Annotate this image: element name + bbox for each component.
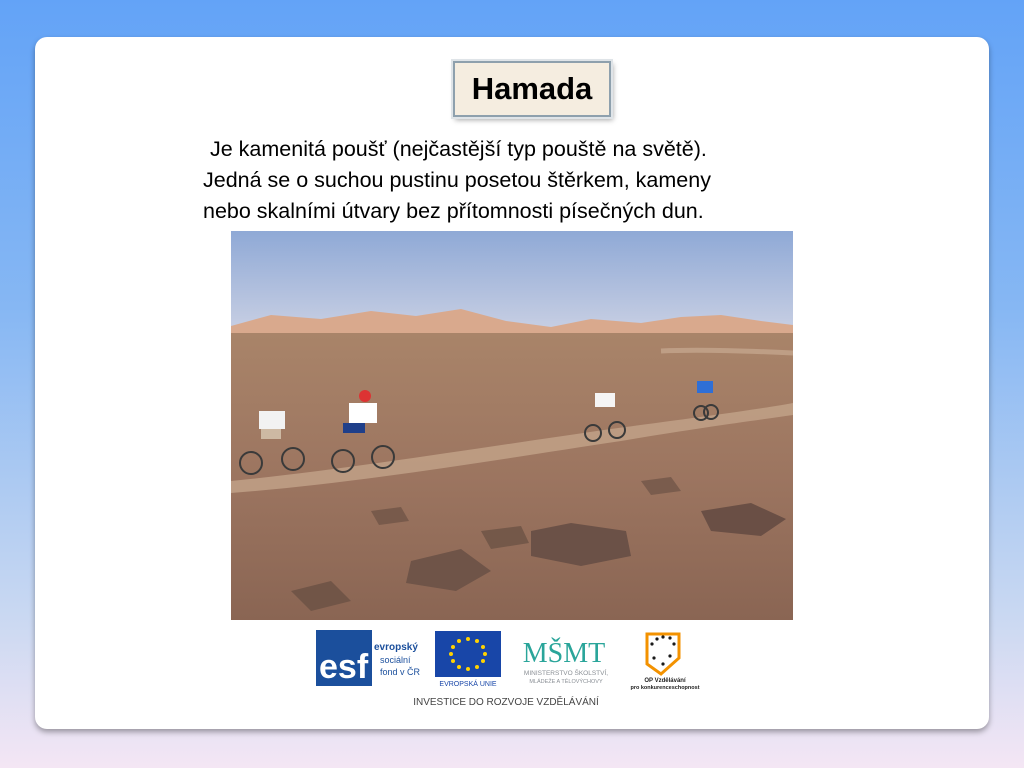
op-logo [630, 634, 699, 691]
description-line-3: nebo skalními útvary bez přítomnosti písečných dun. [203, 199, 704, 223]
eu-label: EVROPSKÁ UNIE [439, 681, 497, 688]
title-box [453, 61, 611, 117]
funding-logos [314, 628, 706, 710]
esf-mark: esf [319, 648, 369, 686]
description-line-2: Jedná se o suchou pustinu posetou štěrkem, kameny [203, 168, 711, 192]
op-line-1: OP Vzdělávání [644, 678, 686, 684]
msmt-logo [523, 638, 609, 685]
description-text [196, 134, 836, 227]
msmt-mark: MŠMT [522, 638, 606, 669]
far-track [661, 350, 793, 353]
op-dots-icon [650, 635, 675, 665]
esf-line-1: evropský [374, 642, 418, 653]
slide-title: Hamada [471, 71, 593, 106]
op-line-2: pro konkurenceschopnost [630, 685, 700, 691]
eu-logo [435, 631, 501, 688]
esf-line-3: fond v ČR [380, 667, 421, 677]
esf-logo [316, 630, 421, 686]
msmt-line-1: MINISTERSTVO ŠKOLSTVÍ, [523, 670, 609, 677]
esf-line-2: sociální [380, 655, 411, 665]
msmt-line-2: MLÁDEŽE A TĚLOVÝCHOVY [529, 679, 603, 685]
description-line-1: Je kamenitá poušť (nejčastější typ pouště na světě). [210, 137, 707, 161]
desert-cyclists-photo [231, 231, 793, 620]
tagline: INVESTICE DO ROZVOJE VZDĚLÁVÁNÍ [413, 697, 599, 708]
